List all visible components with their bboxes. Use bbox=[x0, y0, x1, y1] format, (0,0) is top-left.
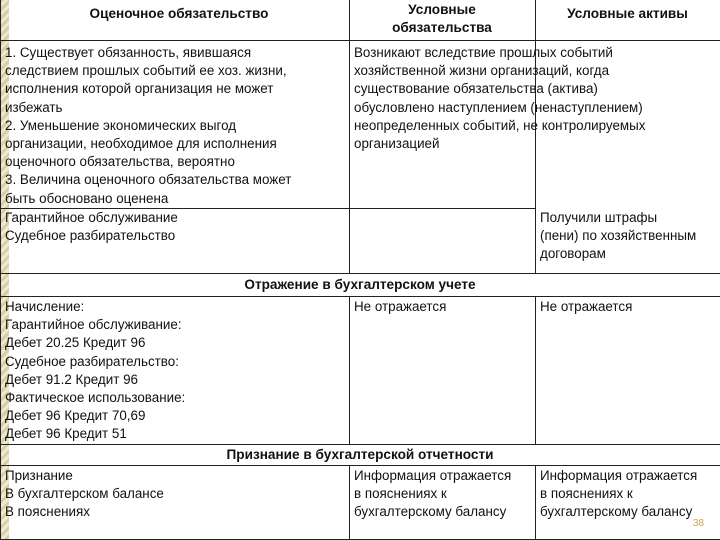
grid-line bbox=[535, 465, 536, 540]
header-estimated-liability: Оценочное обязательство bbox=[89, 6, 269, 21]
contingent-liabilities-reporting: Информация отражается в пояснениях к бухгалтерскому балансу bbox=[354, 468, 512, 520]
reporting-recognition: Признание В бухгалтерском балансе В пояснениях bbox=[5, 468, 164, 520]
estimated-liability-criteria: 1. Существует обязанность, явившаяся следствием прошлых событий ее хоз. жизни, исполнения которой организация не может избежать 2. Уменьшение экономических выгод организации, необходимое для исполнения оценочного обязательства, вероятно 3. Величина оценочного обязательства может быть обосновано оценена bbox=[5, 45, 292, 206]
grid-line bbox=[0, 444, 720, 445]
contingent-liabilities-accounting: Не отражается bbox=[354, 299, 447, 314]
grid-line bbox=[349, 296, 350, 444]
header-contingent-liabilities: Условные обязательства bbox=[392, 2, 492, 35]
contingent-assets-example: Получили штрафы (пени) по хозяйственным договорам bbox=[540, 210, 697, 262]
header-contingent-assets: Условные активы bbox=[567, 6, 688, 21]
contingent-assets-reporting: Информация отражается в пояснениях к бухгалтерскому балансу bbox=[540, 468, 698, 520]
contingent-definition: Возникают вследствие прошлых событий хозяйственной жизни организаций, когда существование обязательства (актива) обусловлено наступлением (ненаступлением) неопределенных событий, не контролируемых организацией bbox=[354, 45, 646, 152]
grid-line bbox=[0, 465, 720, 466]
grid-line bbox=[349, 465, 350, 540]
accounting-entries: Начисление: Гарантийное обслуживание: Дебет 20.25 Кредит 96 Судебное разбирательство: Дебет 91.2 Кредит 96 Фактическое использование: Дебет 96 Кредит 70,69 Дебет 96 Кредит 51 bbox=[5, 299, 186, 442]
estimated-liability-examples: Гарантийное обслуживание Судебное разбирательство bbox=[5, 210, 178, 244]
grid-line bbox=[0, 273, 720, 274]
grid-line bbox=[0, 40, 720, 41]
grid-line bbox=[535, 296, 536, 444]
grid-line bbox=[0, 296, 720, 297]
contingent-assets-accounting: Не отражается bbox=[540, 299, 633, 314]
page-number: 38 bbox=[692, 518, 704, 529]
section-title-reporting: Признание в бухгалтерской отчетности bbox=[226, 447, 494, 462]
section-title-accounting: Отражение в бухгалтерском учете bbox=[244, 277, 476, 292]
